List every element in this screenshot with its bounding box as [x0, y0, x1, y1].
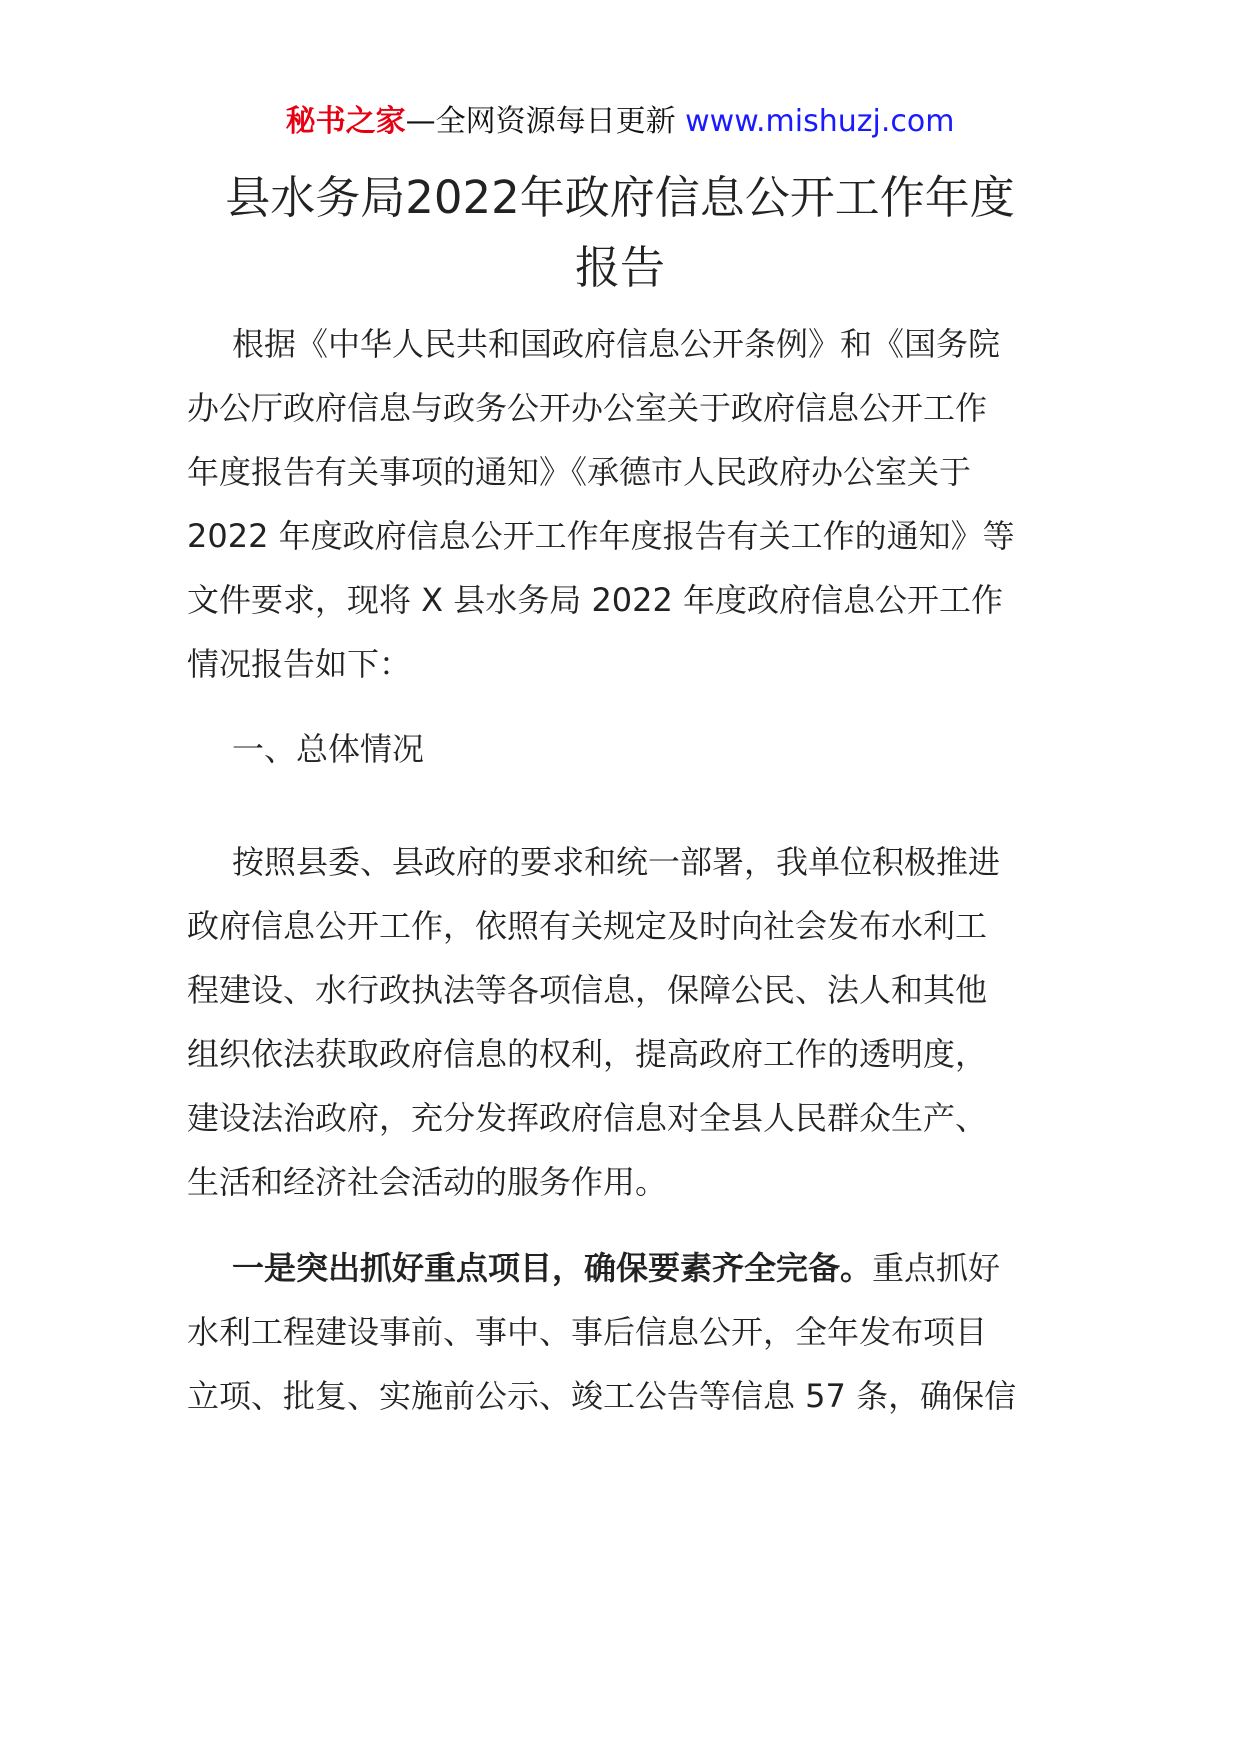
title-line-2: 报告 — [574, 241, 665, 294]
intro-line: 情况报告如下： — [187, 645, 412, 683]
intro-line: 2022 年度政府信息公开工作年度报告有关工作的通知》等 — [187, 517, 1015, 555]
intro-line: 根据《中华人民共和国政府信息公开条例》和《国务院 — [232, 325, 1001, 363]
title-line-1: 县水务局2022年政府信息公开工作年度 — [225, 171, 1015, 224]
intro-paragraph — [187, 312, 1057, 696]
overview-line: 组织依法获取政府信息的权利，提高政府工作的透明度， — [187, 1035, 988, 1073]
overview-paragraph — [187, 830, 1057, 1214]
overview-line: 生活和经济社会活动的服务作用。 — [187, 1163, 668, 1201]
site-banner — [0, 102, 1240, 142]
point-1-bold-lead: 一是突出抓好重点项目，确保要素齐全完备。 — [232, 1249, 873, 1287]
intro-line: 办公厅政府信息与政务公开办公室关于政府信息公开工作 — [187, 389, 988, 427]
intro-line: 年度报告有关事项的通知》《承德市人民政府办公室关于 — [187, 453, 972, 491]
site-url-link[interactable]: www.mishuzj.com — [685, 104, 955, 139]
section-1-heading: 一、总体情况 — [232, 730, 425, 768]
point-1-line: 水利工程建设事前、事中、事后信息公开，全年发布项目 — [187, 1313, 988, 1351]
brand-name: 秘书之家 — [285, 104, 406, 139]
overview-line: 政府信息公开工作，依照有关规定及时向社会发布水利工 — [187, 907, 988, 945]
section-heading — [187, 717, 1057, 781]
intro-line: 文件要求，现将 X 县水务局 2022 年度政府信息公开工作 — [187, 581, 1004, 619]
overview-line: 程建设、水行政执法等各项信息，保障公民、法人和其他 — [187, 971, 988, 1009]
document-title — [0, 163, 1240, 303]
point-1-first-line — [187, 1236, 1057, 1300]
point-1-line: 立项、批复、实施前公示、竣工公告等信息 57 条，确保信 — [187, 1377, 1017, 1415]
overview-line: 建设法治政府，充分发挥政府信息对全县人民群众生产、 — [187, 1099, 988, 1137]
overview-line: 按照县委、县政府的要求和统一部署，我单位积极推进 — [232, 843, 1001, 881]
point-1-paragraph — [187, 1236, 1057, 1428]
point-1-first-line-rest: 重点抓好 — [872, 1249, 1001, 1287]
banner-tagline: —全网资源每日更新 — [405, 104, 686, 139]
